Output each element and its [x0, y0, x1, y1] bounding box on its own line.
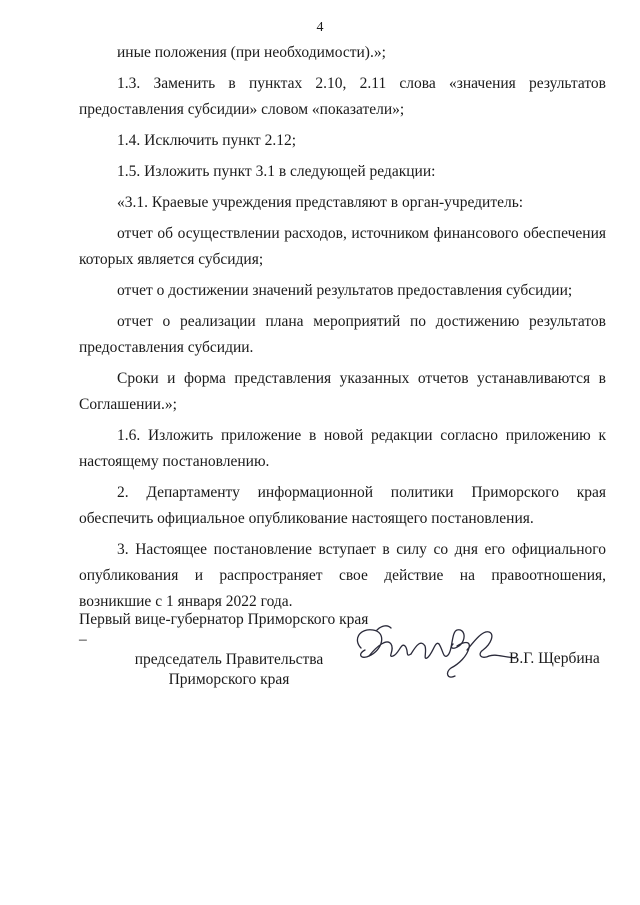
paragraph: 1.4. Исключить пункт 2.12;	[117, 132, 297, 149]
paragraph: Сроки и форма представления указанных отчетов устанавливаются в Соглашении.»;	[79, 370, 606, 413]
paragraph: отчет о реализации плана мероприятий по достижению результатов предоставления субсидии.	[79, 313, 606, 356]
paragraph: 1.6. Изложить приложение в новой редакции согласно приложению к настоящему постановлению.	[79, 427, 606, 470]
paragraph: 2. Департаменту информационной политики Приморского края обеспечить официальное опубликование настоящего постановления.	[79, 484, 606, 527]
page-number: 4	[316, 20, 324, 35]
document-body	[79, 40, 606, 615]
handwritten-signature	[347, 610, 517, 682]
paragraph: «3.1. Краевые учреждения представляют в орган-учредитель:	[117, 194, 524, 211]
signatory-title	[79, 610, 379, 690]
paragraph: отчет об осуществлении расходов, источником финансового обеспечения которых является субсидия;	[79, 225, 606, 268]
paragraph: 1.5. Изложить пункт 3.1 в следующей редакции:	[117, 163, 436, 180]
paragraph: 3. Настоящее постановление вступает в силу со дня его официального опубликования и распространяет свое действие на правоотношения, возникшие с 1 января 2022 года.	[79, 541, 606, 610]
paragraph: 1.3. Заменить в пунктах 2.10, 2.11 слова «значения результатов предоставления субсидии» словом «показатели»;	[79, 75, 606, 118]
signatory-name: В.Г. Щербина	[509, 650, 600, 667]
paragraph: отчет о достижении значений результатов предоставления субсидии;	[117, 282, 573, 299]
signature-block	[79, 610, 606, 688]
signatory-title-line: председатель Правительства	[134, 651, 324, 668]
paragraph: иные положения (при необходимости).»;	[117, 44, 386, 61]
signatory-title-line: Приморского края	[168, 671, 290, 688]
signatory-title-line: Первый вице-губернатор Приморского края –	[79, 611, 369, 648]
